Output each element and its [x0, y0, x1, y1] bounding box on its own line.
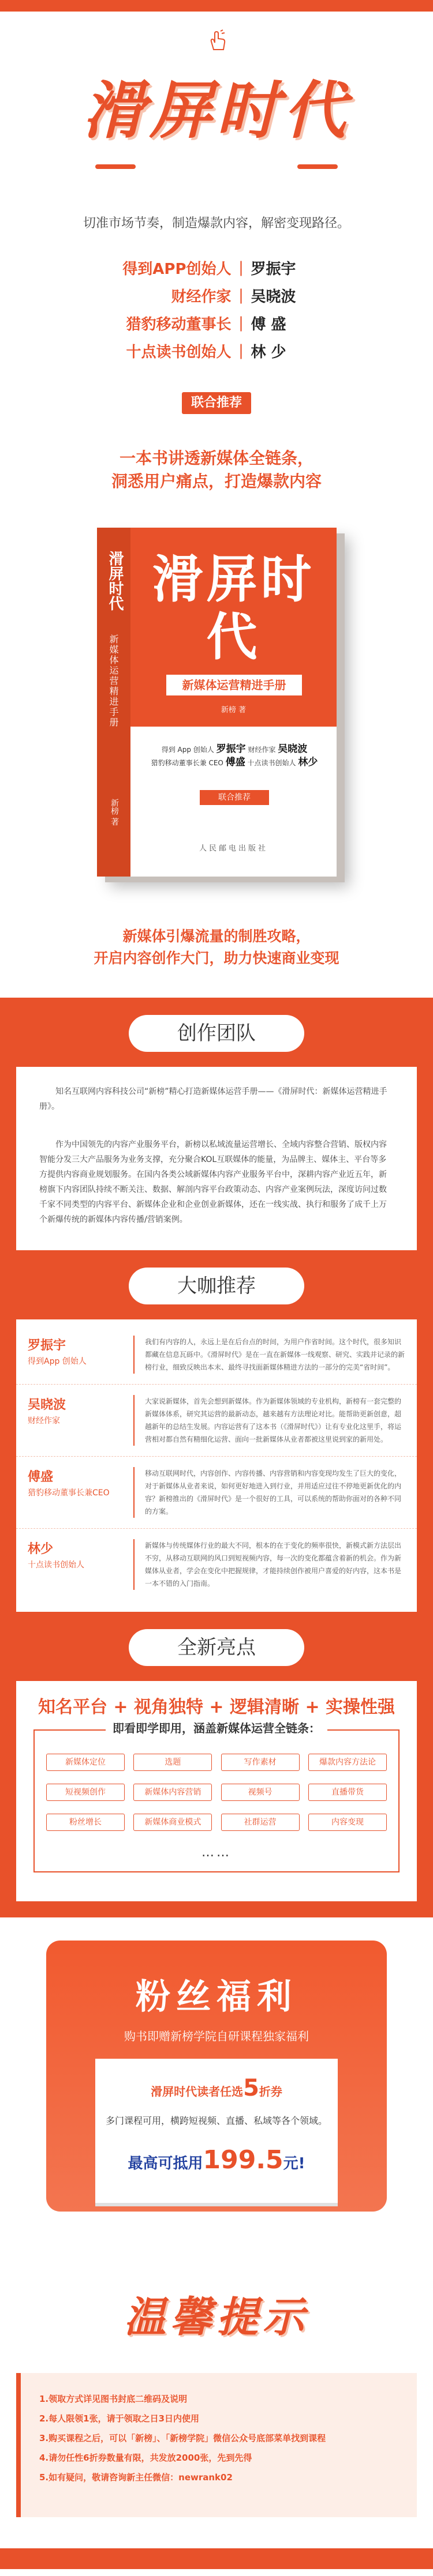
topic-tag: 写作素材: [221, 1754, 300, 1771]
frame-bottom-bar: [16, 1901, 417, 1917]
cover-endorse-name: 罗振宇: [216, 743, 246, 755]
experts-panel: [16, 1319, 417, 1612]
cover-endorse-text: 得到 App 创始人: [161, 746, 216, 754]
expert-name: 罗振宇: [28, 1338, 66, 1353]
highlights-header: [16, 1612, 417, 1681]
cover-endorse-name: 吴晓波: [278, 743, 308, 755]
topic-tag: 爆款内容方法论: [308, 1754, 387, 1771]
endorser-role: 猎豹移动董事长: [126, 315, 232, 333]
endorser-name: 吴晓波: [251, 288, 296, 306]
endorsement-row: [0, 254, 433, 281]
welfare-section: [0, 1917, 433, 2263]
divider-line: [62, 1033, 109, 1035]
tips-section: [0, 2263, 433, 2569]
section-heading: 大咖推荐: [129, 1268, 304, 1304]
welfare-card: [46, 1941, 387, 2212]
divider-line: [325, 1648, 371, 1649]
welfare-title: 粉丝福利: [136, 1977, 297, 2017]
expert-role: 得到App 创始人: [28, 1357, 87, 1366]
cover-endorse-name: 傅盛: [225, 757, 245, 768]
endorsement-list: [0, 254, 433, 364]
tip-item: 5.如有疑问，敬请咨询新主任微信：newrank02: [39, 2472, 233, 2483]
team-paragraph-2: 作为中国领先的内容产业服务平台，新榜以私域流量运营增长、全域内容整合营销、版权内容智能分发三大产品服务为业务支撑，充分聚合KOL互联媒体的能量，为品牌主、媒体主、平台等多方提供内容商业规划服务。在国内各类公域新媒体内容产业服务平台中，深耕内容产业近五年，新榜旗下内容团队持续不断关注、数据、解剖内容平台政策动态、内容产业案例玩法，深度访问过数千家不同类型的内容平台、新媒体企业和企业创业新媒体，还在一线实战、执行和服务了成千上万个新爆传统的新媒体内容传播/营销案例。: [39, 1140, 387, 1224]
expert-role: 猎豹移动董事长兼CEO: [28, 1488, 110, 1498]
tagline-line-1: 一本书讲透新媒体全链条，: [119, 449, 313, 468]
endorser-role: 得到APP创始人: [122, 260, 232, 278]
topic-tag: 新媒体商业模式: [133, 1814, 212, 1831]
tip-item: 1.领取方式详见图书封底二维码及说明: [39, 2394, 188, 2404]
topic-tag: 粉丝增长: [46, 1814, 125, 1831]
divider-line: [62, 1648, 109, 1649]
expert-quote: 大家说新媒体，首先会想到新媒体。作为新媒体领域的专业机构，新榜有一套完整的新媒体体系，研究其运营的最新动态，越来越有方法理论对比。能帮助更新创意，超越新年的总结生发展。内容运营有了这本书（《滑屏时代》）让有专业化这里手，将运营相对都自然有精细化运营、面向一批新媒体从业者都被这里说到家的新用处。: [145, 1397, 402, 1443]
spine-subtitle: 新媒体运营精进手册: [108, 634, 119, 728]
team-panel: [16, 1067, 417, 1250]
coupon-max-amount: 199.5: [203, 2145, 283, 2175]
expert-name: 林少: [28, 1542, 54, 1556]
cover-badge: 联合推荐: [200, 790, 269, 805]
topics-box-title: 即看即学即用，涵盖新媒体运营全链条：: [106, 1719, 327, 1736]
topic-tag: 社群运营: [221, 1814, 300, 1831]
topic-tag: 选题: [133, 1754, 212, 1771]
expert-identity: [28, 1395, 135, 1446]
title-accent-left: [95, 164, 136, 169]
expert-quote: 移动互联网时代，内容创作、内容传播、内容营销和内容变现均发生了巨大的变化，对于新媒体从业者来说，如何更好地进入到行业，并用适应过往不停地更新优化的内容？新榜推出的《滑屏时代》是一个很好的工具，可以系统的帮助你面对的各种不同的方案。: [145, 1469, 402, 1515]
topic-tag: 新媒体内容营销: [133, 1784, 212, 1801]
endorsement-row: [0, 309, 433, 337]
expert-role: 十点读书创始人: [28, 1560, 84, 1570]
tips-box: [16, 2373, 417, 2517]
cover-endorsements: [142, 743, 327, 769]
tip-item: 4.请勿任性6折券数量有限，共发放2000张，先到先得: [39, 2453, 252, 2463]
cover-author: 新榜 著: [221, 706, 247, 714]
coupon-prefix: 滑屏时代读者任选: [151, 2085, 244, 2099]
cover-lower-panel: [130, 727, 337, 877]
expert-name: 傅盛: [28, 1470, 54, 1484]
spine-title: 滑屏时代: [106, 551, 124, 611]
tips-title: 温馨提示: [124, 2293, 309, 2341]
endorsement-row: [0, 337, 433, 364]
endorser-role: 十点读书创始人: [126, 343, 232, 361]
book-desc-line-2: 开启内容创作大门，助力快速商业变现: [94, 950, 339, 967]
page-title: 滑屏时代: [82, 75, 350, 147]
spine-author: 新榜 著: [110, 799, 119, 826]
endorsement-row: [0, 281, 433, 309]
separator: |: [238, 287, 244, 304]
endorser-role: 财经作家: [171, 288, 232, 306]
expert-card: [16, 1325, 417, 1384]
book-section: [0, 447, 433, 998]
coupon-suffix: 折券: [259, 2085, 282, 2099]
hand-swipe-icon: [206, 29, 229, 52]
section-heading: 全新亮点: [129, 1629, 304, 1666]
endorser-name: 傅 盛: [251, 315, 286, 333]
expert-card: [16, 1456, 417, 1528]
highlights-summary: 知名平台 + 视角独特 + 逻辑清晰 + 实操性强: [38, 1697, 395, 1717]
book-cover: [97, 528, 337, 877]
coupon-ticket: [95, 2059, 338, 2203]
welfare-subtitle: 购书即赠新榜学院自研课程独家福利: [124, 2029, 309, 2043]
cover-endorse-text: 十点读书创始人: [245, 759, 298, 767]
experts-section: [0, 1250, 433, 1612]
bottom-bar: [0, 2548, 433, 2569]
coupon-max-prefix: 最高可抵用: [128, 2155, 203, 2172]
hero-subtitle: 切准市场节奏，制造爆款内容，解密变现路径。: [83, 216, 350, 231]
coupon-line-3: [95, 2145, 338, 2175]
title-accent-right: [297, 164, 338, 169]
tip-item: 2.每人限领1张，请于领取之日3日内使用: [39, 2413, 200, 2424]
tagline-line-2: 洞悉用户痛点，打造爆款内容: [111, 472, 322, 491]
joint-recommend-badge: 联合推荐: [182, 392, 251, 414]
team-header: [16, 998, 417, 1067]
book-desc-line-1: 新媒体引爆流量的制胜攻略，: [122, 928, 311, 945]
expert-quote: 我们有内容的人，永远上是在后台点的时间，为用户作省时间。这个时代，很多知识都藏在信息瓦砾中。《滑屏时代》是在一直在新媒体一线观察、研究、实践并记录的新榜行业，细致反映出本末、最终寻找面新媒体精进方法的一部分的完美“省时间”。: [145, 1338, 405, 1371]
expert-identity: [28, 1467, 135, 1518]
coupon-line-2: 多门课程可用，横跨短视频、直播、私域等各个领域。: [105, 2115, 327, 2126]
endorser-name: 林 少: [251, 343, 286, 361]
separator: |: [238, 259, 244, 276]
coupon-line-1: [95, 2075, 338, 2101]
expert-identity: [28, 1539, 135, 1590]
separator: |: [238, 314, 244, 332]
more-ellipsis: ……: [201, 1845, 232, 1860]
experts-header: [16, 1250, 417, 1319]
cover-subtitle: 新媒体运营精进手册: [166, 675, 302, 695]
expert-card: [16, 1384, 417, 1456]
cover-endorse-text: 财经作家: [245, 746, 278, 754]
coupon-max-suffix: 元!: [283, 2155, 305, 2172]
cover-publisher: 人民邮电出版社: [199, 844, 268, 853]
expert-role: 财经作家: [28, 1416, 60, 1426]
expert-name: 吴晓波: [28, 1398, 66, 1412]
highlights-section: [0, 1612, 433, 1917]
topic-tag: 视频号: [221, 1784, 300, 1801]
endorser-name: 罗振宇: [251, 260, 296, 278]
topic-tag: 短视频创作: [46, 1784, 125, 1801]
divider-line: [325, 1286, 371, 1287]
expert-quote: 新媒体与传统媒体行业的最大不同，根本的在于变化的频率很快，新模式新方法层出不穷，从移动互联网的风口到短视频内容，每一次的变化都蕴含着新的机会。作为新媒体从业者，学会在变化中把握规律，才能持续创作被用户喜爱的好内容，这本书是一本不错的入门指南。: [145, 1541, 402, 1588]
highlights-panel: [16, 1681, 417, 1901]
coupon-discount: 5: [243, 2075, 259, 2101]
team-paragraph-1: 知名互联网内容科技公司“新榜”精心打造新媒体运营手册——《滑屏时代：新媒体运营精进手册》。: [39, 1087, 387, 1111]
top-accent-bar: [0, 0, 433, 12]
team-section: [0, 998, 433, 1250]
separator: |: [238, 342, 244, 359]
topic-tags: [46, 1754, 387, 1831]
divider-line: [62, 1286, 109, 1287]
topics-box: [33, 1721, 400, 1872]
hero-section: [0, 0, 433, 447]
section-heading: 创作团队: [129, 1015, 304, 1052]
topic-tag: 内容变现: [308, 1814, 387, 1831]
topic-tag: 新媒体定位: [46, 1754, 125, 1771]
cover-endorse-text: 猎豹移动董事长兼 CEO: [151, 759, 226, 767]
tip-item: 3.购买课程之后，可以「新榜」、「新榜学院」微信公众号底部菜单找到课程: [39, 2433, 326, 2443]
divider-line: [325, 1033, 371, 1035]
expert-card: [16, 1528, 417, 1600]
expert-identity: [28, 1336, 135, 1374]
topic-tag: 直播带货: [308, 1784, 387, 1801]
cover-title: 滑屏时代: [152, 550, 315, 667]
cover-endorse-name: 林少: [298, 757, 318, 768]
